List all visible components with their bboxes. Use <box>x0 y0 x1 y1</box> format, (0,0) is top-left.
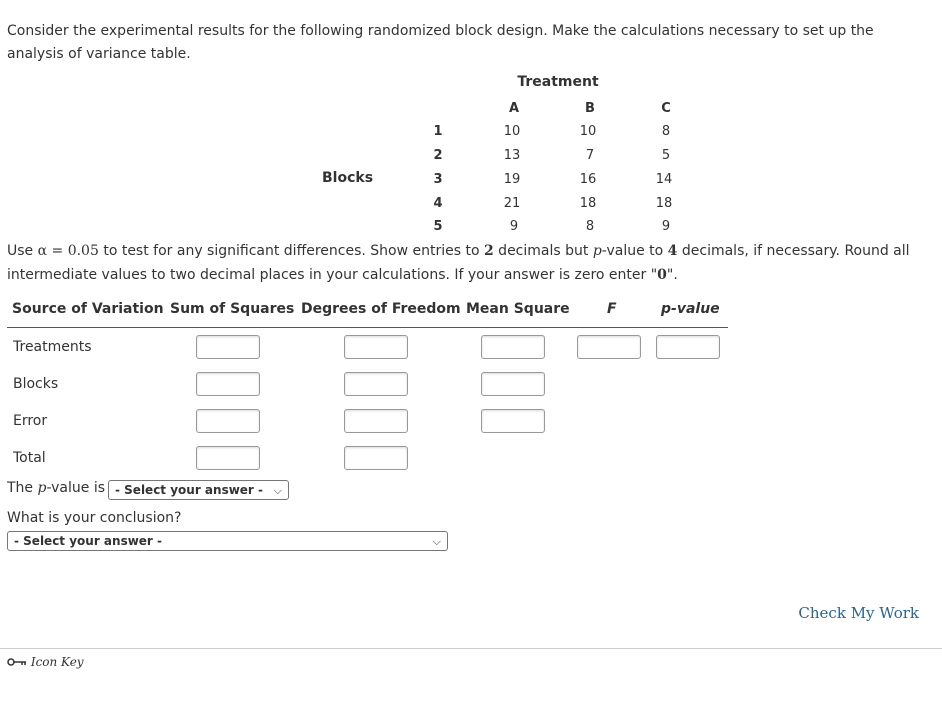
anova-header-row <box>7 300 728 328</box>
header-degrees-of-freedom: Degrees of Freedom <box>301 301 461 317</box>
table-cell: 14 <box>655 172 673 187</box>
treatment-header: Treatment <box>517 74 599 90</box>
treatments-ss-input[interactable] <box>196 335 260 359</box>
problem-intro: Consider the experimental results for the following randomized block design. Make the calculations necessary to set up the analysis of variance table. <box>7 23 874 62</box>
error-df-input[interactable] <box>344 409 408 433</box>
key-icon <box>7 657 27 667</box>
table-cell: 18 <box>655 196 673 211</box>
instructions-text: -value to <box>601 243 668 259</box>
table-cell: 18 <box>579 196 597 211</box>
table-cell: 19 <box>503 172 521 187</box>
treatments-ms-input[interactable] <box>481 335 545 359</box>
column-header-a: A <box>508 101 520 116</box>
check-my-work-link[interactable]: Check My Work <box>798 604 919 622</box>
header-mean-square: Mean Square <box>466 301 570 317</box>
table-cell: 7 <box>585 148 595 163</box>
block-number: 5 <box>433 219 443 234</box>
block-number: 3 <box>433 172 443 187</box>
block-number: 2 <box>433 148 443 163</box>
error-ss-input[interactable] <box>196 409 260 433</box>
row-label-blocks: Blocks <box>13 376 59 392</box>
pvalue-prefix: The <box>7 480 38 496</box>
instructions-text: decimals but <box>493 243 593 259</box>
decimals-count: 2 <box>483 243 494 259</box>
row-label-error: Error <box>13 413 48 429</box>
block-number: 4 <box>433 196 443 211</box>
error-ms-input[interactable] <box>481 409 545 433</box>
treatments-f-input[interactable] <box>577 335 641 359</box>
blocks-df-input[interactable] <box>344 372 408 396</box>
row-label-treatments: Treatments <box>13 339 92 355</box>
blocks-label: Blocks <box>322 170 374 186</box>
header-sum-of-squares: Sum of Squares <box>170 301 295 317</box>
table-cell: 5 <box>661 148 671 163</box>
p-symbol: p <box>37 480 47 496</box>
table-cell: 10 <box>579 124 597 139</box>
table-cell: 21 <box>503 196 521 211</box>
block-number: 1 <box>433 124 443 139</box>
icon-key[interactable] <box>7 655 84 669</box>
pvalue-select-value: - Select your answer - <box>115 483 264 497</box>
table-cell: 9 <box>509 219 519 234</box>
table-cell: 9 <box>661 219 671 234</box>
chevron-down-icon: ⌵ <box>432 535 441 548</box>
header-p-value: p-value <box>661 301 720 317</box>
blocks-ms-input[interactable] <box>481 372 545 396</box>
instructions-text: decimals, if necessary. Round all intermediate values to two decimal places in your calculations. If your answer is zero enter " <box>7 243 910 283</box>
column-header-c: C <box>661 101 671 116</box>
total-df-input[interactable] <box>344 446 408 470</box>
row-label-total: Total <box>13 450 46 466</box>
table-cell: 8 <box>661 124 671 139</box>
treatments-pvalue-input[interactable] <box>656 335 720 359</box>
pvalue-statement <box>7 480 105 496</box>
instructions <box>7 239 932 287</box>
table-cell: 10 <box>503 124 521 139</box>
table-cell: 13 <box>503 148 521 163</box>
header-f: F <box>607 301 617 317</box>
chevron-down-icon: ⌵ <box>273 484 282 497</box>
alpha-value: α = 0.05 <box>37 243 99 259</box>
column-header-b: B <box>585 101 595 116</box>
table-cell: 16 <box>579 172 597 187</box>
pvalue-decimals-count: 4 <box>667 243 678 259</box>
conclusion-select[interactable] <box>7 531 448 551</box>
p-symbol: p <box>592 243 602 259</box>
table-cell: 8 <box>585 219 595 234</box>
divider <box>0 648 942 649</box>
instructions-text: to test for any significant differences. Show entries to <box>98 243 484 259</box>
instructions-text: ". <box>666 267 678 283</box>
blocks-ss-input[interactable] <box>196 372 260 396</box>
conclusion-question: What is your conclusion? <box>7 510 182 526</box>
total-ss-input[interactable] <box>196 446 260 470</box>
icon-key-label: Icon Key <box>30 655 84 669</box>
header-source: Source of Variation <box>12 301 164 317</box>
treatments-df-input[interactable] <box>344 335 408 359</box>
pvalue-select[interactable] <box>108 480 289 500</box>
zero-value: 0 <box>657 267 667 283</box>
instructions-text: Use <box>7 243 38 259</box>
conclusion-select-value: - Select your answer - <box>14 534 163 548</box>
pvalue-suffix: -value is <box>46 480 106 496</box>
